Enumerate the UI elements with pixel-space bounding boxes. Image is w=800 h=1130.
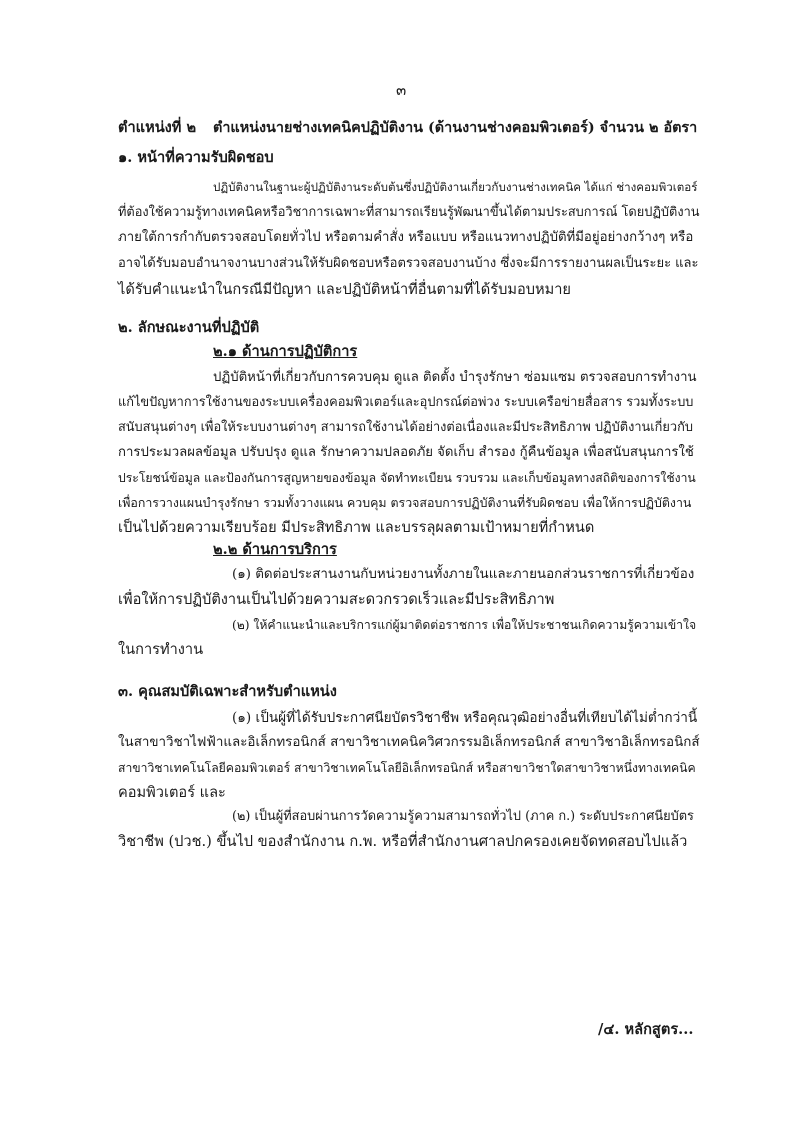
section2-1-line: แก้ไขปัญหาการใช้งานของระบบเครื่องคอมพิวเตอร์และอุปกรณ์ต่อพ่วง ระบบเครือข่ายสื่อสาร รวมทั้งระบบ [118, 395, 694, 410]
section3-line: (๑) เป็นผู้ที่ได้รับประกาศนียบัตรวิชาชีพ หรือคุณวุฒิอย่างอื่นที่เทียบได้ไม่ต่ำกว่านี้ [232, 710, 698, 726]
section2-2-line: (๑) ติดต่อประสานงานกับหน่วยงานทั้งภายในและภายนอกส่วนราชการที่เกี่ยวข้อง [232, 567, 695, 582]
section3-line: สาขาวิชาเทคโนโลยีคอมพิวเตอร์ สาขาวิชาเทคโนโลยีอิเล็กทรอนิกส์ หรือสาขาวิชาใดสาขาวิชาหนึ่งทางเทคนิค [118, 761, 696, 775]
section1-line: ที่ต้องใช้ความรู้ทางเทคนิคหรือวิชาการเฉพาะที่สามารถเรียนรู้พัฒนาขึ้นได้ตามประสบการณ์ โดยปฏิบัติงาน [118, 205, 700, 220]
section2-1-heading: ๒.๑ ด้านการปฏิบัติการ [213, 343, 358, 360]
section2-1-line: การประมวลผลข้อมูล ปรับปรุง ดูแล รักษาความปลอดภัย จัดเก็บ สำรอง กู้คืนข้อมูล เพื่อสนับสนุนการใช้ [118, 445, 694, 460]
section2-1-line: ประโยชน์ข้อมูล และป้องกันการสูญหายของข้อมูล จัดทำทะเบียน รวบรวม และเก็บข้อมูลทางสถิติของการใช้งาน [118, 471, 696, 485]
section3-line: คอมพิวเตอร์ และ [118, 784, 226, 801]
page-number: ๓ [396, 81, 407, 99]
section2-2-line: เพื่อให้การปฏิบัติงานเป็นไปด้วยความสะดวกรวดเร็วและมีประสิทธิภาพ [118, 591, 555, 608]
position-label: ตำแหน่งที่ ๒ [118, 119, 197, 136]
section2-heading: ๒. ลักษณะงานที่ปฏิบัติ [118, 319, 260, 336]
section3-line: (๒) เป็นผู้ที่สอบผ่านการวัดความรู้ความสามารถทั่วไป (ภาค ก.) ระดับประกาศนียบัตร [232, 809, 694, 824]
position-title: ตำแหน่งนายช่างเทคนิคปฏิบัติงาน (ด้านงานช่างคอมพิวเตอร์) จำนวน ๒ อัตรา [213, 119, 698, 136]
section1-line: ได้รับคำแนะนำในกรณีมีปัญหา และปฏิบัติหน้าที่อื่นตามที่ได้รับมอบหมาย [118, 281, 571, 298]
section2-1-line: ปฏิบัติหน้าที่เกี่ยวกับการควบคุม ดูแล ติดตั้ง บำรุงรักษา ซ่อมแซม ตรวจสอบการทำงาน [213, 370, 697, 385]
section3-line: วิชาชีพ (ปวช.) ขึ้นไป ของสำนักงาน ก.พ. หรือที่สำนักงานศาลปกครองเคยจัดทดสอบไปแล้ว [118, 833, 688, 850]
section1-line: ภายใต้การกำกับตรวจสอบโดยทั่วไป หรือตามคำสั่ง หรือแบบ หรือแนวทางปฏิบัติที่มีอยู่อย่างกว้างๆ หรือ [118, 230, 694, 245]
section2-1-line: สนับสนุนต่างๆ เพื่อให้ระบบงานต่างๆ สามารถใช้งานได้อย่างต่อเนื่องและมีประสิทธิภาพ ปฏิบัติงานเกี่ยวกับ [118, 420, 693, 435]
continuation-note: /๔. หลักสูตร... [598, 1021, 694, 1038]
section2-1-line: เป็นไปด้วยความเรียบร้อย มีประสิทธิภาพ และบรรลุผลตามเป้าหมายที่กำหนด [118, 519, 595, 536]
section2-2-heading: ๒.๒ ด้านการบริการ [213, 541, 337, 558]
section1-heading: ๑. หน้าที่ความรับผิดชอบ [118, 149, 274, 166]
section3-line: ในสาขาวิชาไฟฟ้าและอิเล็กทรอนิกส์ สาขาวิชาเทคนิควิศวกรรมอิเล็กทรอนิกส์ สาขาวิชาอิเล็กทรอนิกส์ [118, 735, 700, 750]
section2-2-line: (๒) ให้คำแนะนำและบริการแก่ผู้มาติดต่อราชการ เพื่อให้ประชาชนเกิดความรู้ความเข้าใจ [232, 618, 697, 632]
section1-line: ปฏิบัติงานในฐานะผู้ปฏิบัติงานระดับต้นซึ่งปฏิบัติงานเกี่ยวกับงานช่างเทคนิค ได้แก่ ช่างคอมพิวเตอร์ [213, 180, 698, 194]
section2-1-line: เพื่อการวางแผนบำรุงรักษา รวมทั้งวางแผน ควบคุม ตรวจสอบการปฏิบัติงานที่รับผิดชอบ เพื่อให้การปฏิบัติงาน [118, 495, 692, 510]
section3-heading: ๓. คุณสมบัติเฉพาะสำหรับตำแหน่ง [118, 683, 337, 700]
section1-line: อาจได้รับมอบอำนาจงานบางส่วนให้รับผิดชอบหรือตรวจสอบงานบ้าง ซึ่งจะมีการรายงานผลเป็นระยะ และ [118, 256, 699, 271]
section2-2-line: ในการทำงาน [118, 641, 204, 658]
